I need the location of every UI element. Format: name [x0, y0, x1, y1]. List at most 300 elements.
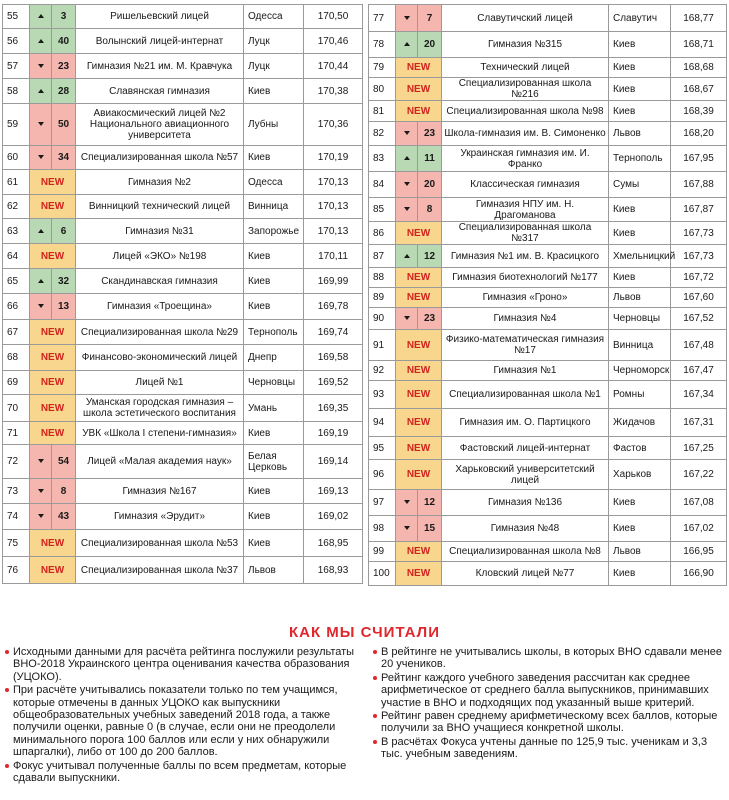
- rank-cell: 98: [369, 516, 396, 542]
- methodology-notes-left: [4, 646, 364, 785]
- new-badge: NEW: [396, 562, 442, 586]
- rank-cell: 67: [3, 320, 30, 345]
- score-value: 170,19: [304, 146, 363, 170]
- score-value: 170,46: [304, 29, 363, 54]
- school-name: Лицей «Малая академия наук»: [76, 445, 244, 479]
- table-row: [3, 294, 363, 320]
- trend-cell: [396, 146, 418, 172]
- city-name: Киев: [609, 101, 671, 122]
- trend-cell: [396, 198, 418, 222]
- new-badge: NEW: [396, 409, 442, 437]
- city-name: Киев: [244, 294, 304, 320]
- table-row: [3, 244, 363, 269]
- rank-change: 40: [52, 29, 76, 54]
- score-value: 169,19: [304, 422, 363, 445]
- score-value: 170,13: [304, 219, 363, 244]
- city-name: Киев: [244, 530, 304, 557]
- table-row: [3, 557, 363, 584]
- school-name: Гимназия №136: [442, 490, 609, 516]
- score-value: 167,22: [671, 460, 727, 490]
- methodology-title: КАК МЫ СЧИТАЛИ: [289, 624, 440, 641]
- rank-change: 20: [418, 172, 442, 198]
- city-name: Киев: [244, 269, 304, 294]
- city-name: Жидачов: [609, 409, 671, 437]
- city-name: Киев: [244, 504, 304, 530]
- rank-cell: 75: [3, 530, 30, 557]
- arrow-down-icon: [38, 514, 44, 518]
- table-row: [3, 371, 363, 395]
- new-badge: NEW: [396, 437, 442, 460]
- table-row: [369, 330, 727, 361]
- rank-cell: 79: [369, 58, 396, 78]
- new-badge: NEW: [30, 345, 76, 371]
- arrow-up-icon: [38, 14, 44, 18]
- school-name: Гимназия «Эрудит»: [76, 504, 244, 530]
- score-value: 168,68: [671, 58, 727, 78]
- rank-cell: 87: [369, 245, 396, 268]
- new-badge: NEW: [30, 320, 76, 345]
- table-row: [3, 395, 363, 422]
- city-name: Киев: [609, 268, 671, 288]
- score-value: 169,13: [304, 479, 363, 504]
- score-value: 167,88: [671, 172, 727, 198]
- school-name: Специализированная школа №216: [442, 78, 609, 101]
- score-value: 167,02: [671, 516, 727, 542]
- new-badge: NEW: [396, 330, 442, 361]
- score-value: 167,60: [671, 288, 727, 308]
- school-name: Фастовский лицей-интернат: [442, 437, 609, 460]
- city-name: Одесса: [244, 5, 304, 29]
- methodology-note: При расчёте учитывались показатели только по тем учащимся, которые отмечены в данных УЦОКО как выпускники общеобразовательных учебных заведений 2018 года, а также получили оценки, равные 0 (в случае, если они не преодолели минимального порога 100 баллов или если у них обнаружили шпаргалки), либо от 100 до 200 баллов.: [4, 684, 364, 758]
- arrow-down-icon: [38, 64, 44, 68]
- score-value: 167,95: [671, 146, 727, 172]
- city-name: Киев: [609, 490, 671, 516]
- arrow-down-icon: [38, 489, 44, 493]
- city-name: Киев: [244, 422, 304, 445]
- arrow-up-icon: [38, 279, 44, 283]
- trend-cell: [30, 445, 52, 479]
- rank-cell: 74: [3, 504, 30, 530]
- school-name: Специализированная школа №98: [442, 101, 609, 122]
- table-row: [3, 320, 363, 345]
- new-badge: NEW: [30, 422, 76, 445]
- arrow-up-icon: [38, 89, 44, 93]
- trend-cell: [396, 122, 418, 146]
- table-row: [369, 5, 727, 32]
- city-name: Львов: [609, 288, 671, 308]
- new-badge: NEW: [396, 58, 442, 78]
- city-name: Ромны: [609, 381, 671, 409]
- rank-change: 6: [52, 219, 76, 244]
- rank-change: 15: [418, 516, 442, 542]
- school-name: УВК «Школа I степени-гимназия»: [76, 422, 244, 445]
- rank-cell: 72: [3, 445, 30, 479]
- rank-cell: 92: [369, 361, 396, 381]
- score-value: 170,13: [304, 195, 363, 219]
- school-name: Физико-математическая гимназия №17: [442, 330, 609, 361]
- table-row: [3, 422, 363, 445]
- score-value: 167,08: [671, 490, 727, 516]
- city-name: Киев: [244, 479, 304, 504]
- school-name: Лицей №1: [76, 371, 244, 395]
- city-name: Лубны: [244, 104, 304, 146]
- new-badge: NEW: [30, 371, 76, 395]
- score-value: 167,31: [671, 409, 727, 437]
- table-row: [369, 122, 727, 146]
- score-value: 167,72: [671, 268, 727, 288]
- new-badge: NEW: [30, 170, 76, 195]
- trend-cell: [396, 490, 418, 516]
- table-row: [3, 54, 363, 79]
- trend-cell: [30, 54, 52, 79]
- methodology-note: В рейтинге не учитывались школы, в которых ВНО сдавали менее 20 учеников.: [372, 646, 724, 671]
- score-value: 169,52: [304, 371, 363, 395]
- school-name: Специализированная школа №53: [76, 530, 244, 557]
- school-name: Гимназия НПУ им. Н. Драгоманова: [442, 198, 609, 222]
- new-badge: NEW: [30, 195, 76, 219]
- city-name: Киев: [244, 79, 304, 104]
- arrow-down-icon: [404, 316, 410, 320]
- city-name: Славутич: [609, 5, 671, 32]
- city-name: Тернополь: [244, 320, 304, 345]
- new-badge: NEW: [396, 460, 442, 490]
- rank-change: 50: [52, 104, 76, 146]
- score-value: 168,95: [304, 530, 363, 557]
- rank-cell: 97: [369, 490, 396, 516]
- arrow-up-icon: [404, 156, 410, 160]
- rank-cell: 90: [369, 308, 396, 330]
- score-value: 170,44: [304, 54, 363, 79]
- rank-cell: 55: [3, 5, 30, 29]
- score-value: 168,39: [671, 101, 727, 122]
- school-name: Специализированная школа №1: [442, 381, 609, 409]
- school-name: Волынский лицей-интернат: [76, 29, 244, 54]
- score-value: 168,77: [671, 5, 727, 32]
- table-row: [369, 172, 727, 198]
- school-name: Винницкий технический лицей: [76, 195, 244, 219]
- table-row: [3, 479, 363, 504]
- table-row: [369, 409, 727, 437]
- trend-cell: [30, 79, 52, 104]
- table-row: [369, 198, 727, 222]
- table-row: [369, 542, 727, 562]
- trend-cell: [396, 172, 418, 198]
- ranking-table-right: [368, 4, 727, 586]
- rank-change: 23: [418, 308, 442, 330]
- school-name: Гимназия биотехнологий №177: [442, 268, 609, 288]
- rank-change: 8: [52, 479, 76, 504]
- table-row: [369, 245, 727, 268]
- rank-cell: 86: [369, 222, 396, 245]
- city-name: Киев: [609, 78, 671, 101]
- table-row: [3, 79, 363, 104]
- new-badge: NEW: [396, 101, 442, 122]
- city-name: Фастов: [609, 437, 671, 460]
- school-name: Украинская гимназия им. И. Франко: [442, 146, 609, 172]
- city-name: Львов: [244, 557, 304, 584]
- table-row: [369, 288, 727, 308]
- school-name: Авиакосмический лицей №2 Национального авиационного университета: [76, 104, 244, 146]
- school-name: Гимназия №4: [442, 308, 609, 330]
- rank-change: 32: [52, 269, 76, 294]
- school-name: Гимназия №31: [76, 219, 244, 244]
- school-name: Специализированная школа №57: [76, 146, 244, 170]
- trend-cell: [30, 104, 52, 146]
- table-row: [369, 58, 727, 78]
- school-name: Гимназия №167: [76, 479, 244, 504]
- school-name: Специализированная школа №29: [76, 320, 244, 345]
- table-row: [3, 530, 363, 557]
- rank-cell: 65: [3, 269, 30, 294]
- table-row: [369, 361, 727, 381]
- score-value: 169,99: [304, 269, 363, 294]
- rank-cell: 84: [369, 172, 396, 198]
- score-value: 170,36: [304, 104, 363, 146]
- rank-cell: 99: [369, 542, 396, 562]
- rank-change: 8: [418, 198, 442, 222]
- rank-change: 7: [418, 5, 442, 32]
- trend-cell: [30, 504, 52, 530]
- score-value: 169,78: [304, 294, 363, 320]
- city-name: Одесса: [244, 170, 304, 195]
- score-value: 169,58: [304, 345, 363, 371]
- city-name: Запорожье: [244, 219, 304, 244]
- city-name: Днепр: [244, 345, 304, 371]
- new-badge: NEW: [396, 222, 442, 245]
- rank-cell: 66: [3, 294, 30, 320]
- rank-cell: 85: [369, 198, 396, 222]
- arrow-down-icon: [404, 16, 410, 20]
- school-name: Гимназия «Гроно»: [442, 288, 609, 308]
- rank-cell: 62: [3, 195, 30, 219]
- arrow-up-icon: [38, 229, 44, 233]
- new-badge: NEW: [396, 268, 442, 288]
- rank-cell: 81: [369, 101, 396, 122]
- rank-cell: 100: [369, 562, 396, 586]
- table-row: [3, 104, 363, 146]
- score-value: 170,11: [304, 244, 363, 269]
- trend-cell: [396, 516, 418, 542]
- rank-cell: 95: [369, 437, 396, 460]
- table-row: [3, 5, 363, 29]
- school-name: Гимназия им. О. Партицкого: [442, 409, 609, 437]
- rank-change: 11: [418, 146, 442, 172]
- trend-cell: [30, 269, 52, 294]
- school-name: Финансово-экономический лицей: [76, 345, 244, 371]
- city-name: Винница: [609, 330, 671, 361]
- school-name: Специализированная школа №317: [442, 222, 609, 245]
- rank-cell: 91: [369, 330, 396, 361]
- city-name: Киев: [609, 198, 671, 222]
- rank-cell: 60: [3, 146, 30, 170]
- table-row: [3, 146, 363, 170]
- trend-cell: [396, 308, 418, 330]
- table-row: [369, 78, 727, 101]
- score-value: 167,73: [671, 222, 727, 245]
- school-name: Специализированная школа №8: [442, 542, 609, 562]
- score-value: 166,95: [671, 542, 727, 562]
- new-badge: NEW: [396, 288, 442, 308]
- rank-cell: 96: [369, 460, 396, 490]
- table-row: [369, 490, 727, 516]
- new-badge: NEW: [30, 530, 76, 557]
- score-value: 167,52: [671, 308, 727, 330]
- rank-cell: 57: [3, 54, 30, 79]
- rank-cell: 56: [3, 29, 30, 54]
- school-name: Харьковский университетский лицей: [442, 460, 609, 490]
- table-row: [3, 445, 363, 479]
- table-row: [3, 504, 363, 530]
- city-name: Белая Церковь: [244, 445, 304, 479]
- rank-cell: 64: [3, 244, 30, 269]
- score-value: 167,47: [671, 361, 727, 381]
- rank-cell: 73: [3, 479, 30, 504]
- rank-change: 34: [52, 146, 76, 170]
- arrow-up-icon: [38, 39, 44, 43]
- rank-cell: 94: [369, 409, 396, 437]
- rank-change: 23: [52, 54, 76, 79]
- score-value: 167,87: [671, 198, 727, 222]
- school-name: Славянская гимназия: [76, 79, 244, 104]
- table-row: [3, 195, 363, 219]
- trend-cell: [30, 29, 52, 54]
- arrow-down-icon: [404, 500, 410, 504]
- trend-cell: [30, 479, 52, 504]
- table-row: [3, 269, 363, 294]
- school-name: Скандинавская гимназия: [76, 269, 244, 294]
- rank-cell: 68: [3, 345, 30, 371]
- methodology-note: Исходными данными для расчёта рейтинга послужили результаты ВНО-2018 Украинского центра оценивания качества образования (УЦОКО).: [4, 646, 364, 683]
- city-name: Киев: [244, 244, 304, 269]
- school-name: Гимназия №2: [76, 170, 244, 195]
- score-value: 169,14: [304, 445, 363, 479]
- methodology-notes-right: [372, 646, 724, 762]
- rank-change: 54: [52, 445, 76, 479]
- score-value: 170,13: [304, 170, 363, 195]
- rank-cell: 93: [369, 381, 396, 409]
- school-name: Гимназия №315: [442, 32, 609, 58]
- school-name: Школа-гимназия им. В. Симоненко: [442, 122, 609, 146]
- score-value: 167,48: [671, 330, 727, 361]
- table-row: [369, 381, 727, 409]
- arrow-down-icon: [404, 182, 410, 186]
- school-name: Кловский лицей №77: [442, 562, 609, 586]
- rank-cell: 71: [3, 422, 30, 445]
- score-value: 168,71: [671, 32, 727, 58]
- rank-cell: 82: [369, 122, 396, 146]
- trend-cell: [30, 219, 52, 244]
- new-badge: NEW: [30, 557, 76, 584]
- trend-cell: [30, 294, 52, 320]
- rank-change: 20: [418, 32, 442, 58]
- rank-cell: 58: [3, 79, 30, 104]
- rank-cell: 76: [3, 557, 30, 584]
- rank-change: 13: [52, 294, 76, 320]
- table-row: [3, 345, 363, 371]
- city-name: Луцк: [244, 29, 304, 54]
- rank-cell: 69: [3, 371, 30, 395]
- rank-cell: 70: [3, 395, 30, 422]
- rank-change: 28: [52, 79, 76, 104]
- score-value: 167,73: [671, 245, 727, 268]
- rank-cell: 89: [369, 288, 396, 308]
- table-row: [369, 308, 727, 330]
- table-row: [369, 101, 727, 122]
- school-name: Гимназия №21 им. М. Кравчука: [76, 54, 244, 79]
- rank-cell: 61: [3, 170, 30, 195]
- school-name: Гимназия №48: [442, 516, 609, 542]
- arrow-down-icon: [404, 131, 410, 135]
- score-value: 170,50: [304, 5, 363, 29]
- rank-change: 12: [418, 245, 442, 268]
- methodology-note: Рейтинг каждого учебного заведения рассчитан как среднее арифметическое от среднего балла выпускников, принимавших участие в ВНО и подходящих под указанный выше критерий.: [372, 672, 724, 709]
- rank-cell: 59: [3, 104, 30, 146]
- ranking-table-left: [2, 4, 363, 584]
- score-value: 169,02: [304, 504, 363, 530]
- table-row: [3, 219, 363, 244]
- methodology-note: Фокус учитывал полученные баллы по всем предметам, которые сдавали выпускники.: [4, 760, 364, 785]
- arrow-down-icon: [404, 207, 410, 211]
- city-name: Хмельницкий: [609, 245, 671, 268]
- school-name: Уманская городская гимназия – школа эстетического воспитания: [76, 395, 244, 422]
- city-name: Львов: [609, 122, 671, 146]
- city-name: Умань: [244, 395, 304, 422]
- table-row: [369, 268, 727, 288]
- school-name: Технический лицей: [442, 58, 609, 78]
- score-value: 169,74: [304, 320, 363, 345]
- table-row: [369, 562, 727, 586]
- school-name: Лицей «ЭКО» №198: [76, 244, 244, 269]
- score-value: 167,34: [671, 381, 727, 409]
- city-name: Винница: [244, 195, 304, 219]
- arrow-down-icon: [38, 459, 44, 463]
- arrow-up-icon: [404, 254, 410, 258]
- table-row: [3, 170, 363, 195]
- city-name: Харьков: [609, 460, 671, 490]
- methodology-note: В расчётах Фокуса учтены данные по 125,9 тыс. ученикам и 3,3 тыс. учебным заведениям.: [372, 736, 724, 761]
- score-value: 168,20: [671, 122, 727, 146]
- arrow-down-icon: [38, 155, 44, 159]
- city-name: Черновцы: [244, 371, 304, 395]
- score-value: 170,38: [304, 79, 363, 104]
- rank-cell: 78: [369, 32, 396, 58]
- table-row: [369, 516, 727, 542]
- trend-cell: [30, 146, 52, 170]
- new-badge: NEW: [396, 542, 442, 562]
- school-name: Гимназия «Троещина»: [76, 294, 244, 320]
- score-value: 168,67: [671, 78, 727, 101]
- rank-cell: 83: [369, 146, 396, 172]
- table-row: [369, 460, 727, 490]
- arrow-up-icon: [404, 42, 410, 46]
- table-row: [369, 32, 727, 58]
- city-name: Киев: [609, 516, 671, 542]
- rank-change: 43: [52, 504, 76, 530]
- rank-cell: 63: [3, 219, 30, 244]
- new-badge: NEW: [396, 381, 442, 409]
- arrow-down-icon: [404, 526, 410, 530]
- arrow-down-icon: [38, 304, 44, 308]
- city-name: Киев: [609, 562, 671, 586]
- table-row: [369, 437, 727, 460]
- arrow-down-icon: [38, 122, 44, 126]
- city-name: Черновцы: [609, 308, 671, 330]
- rank-cell: 77: [369, 5, 396, 32]
- trend-cell: [396, 5, 418, 32]
- city-name: Тернополь: [609, 146, 671, 172]
- city-name: Киев: [609, 32, 671, 58]
- school-name: Славутичский лицей: [442, 5, 609, 32]
